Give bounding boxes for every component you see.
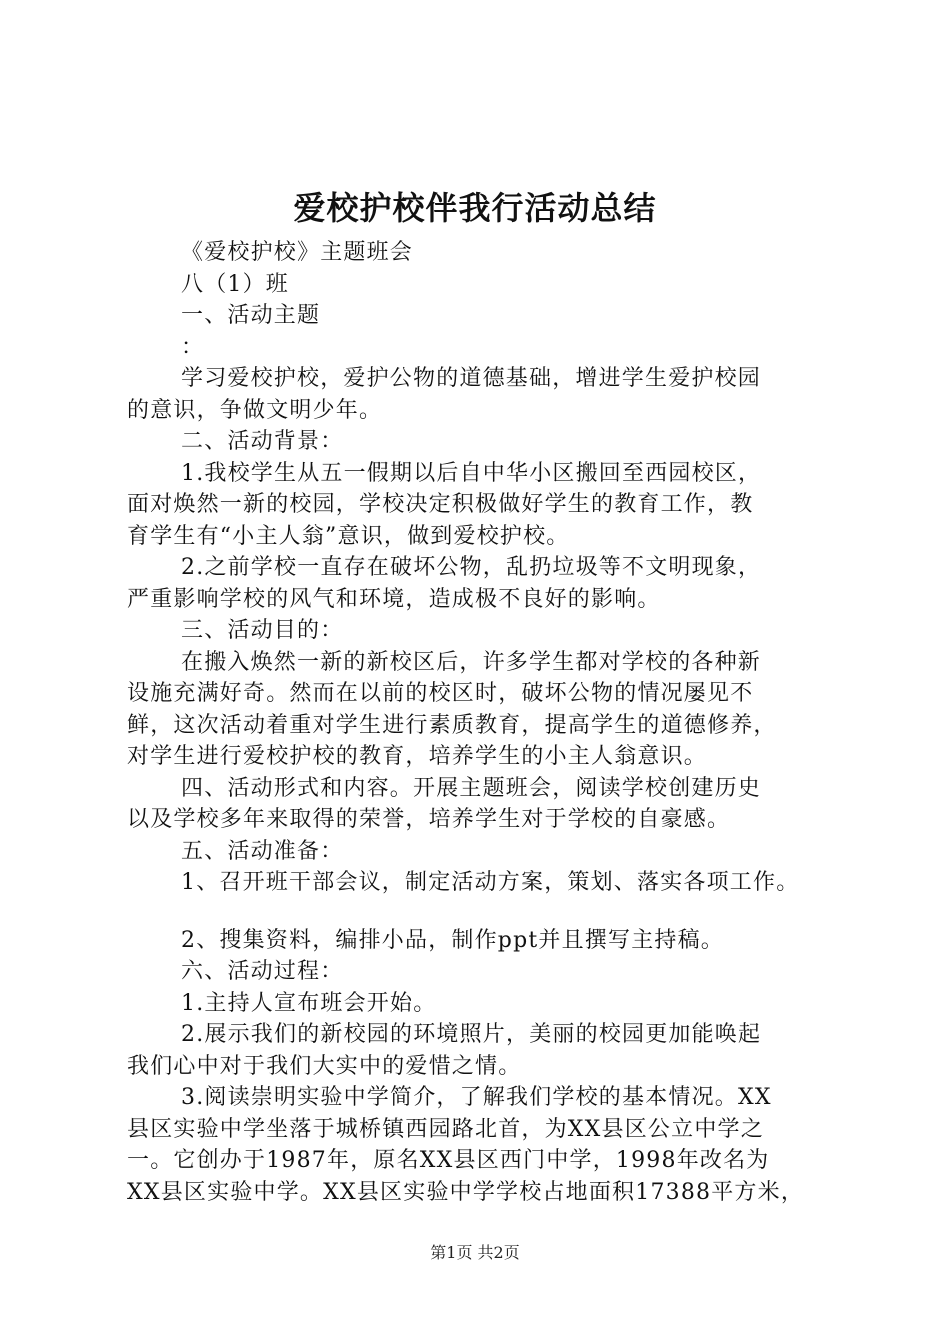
document-body xyxy=(127,237,847,1208)
text-line: 2、搜集资料，编排小品，制作ppt并且撰写主持稿。 xyxy=(181,927,725,953)
text-line: 鲜，这次活动着重对学生进行素质教育，提高学生的道德修养， xyxy=(127,712,777,738)
text-line: 八（1）班 xyxy=(181,271,289,297)
paragraph-gap xyxy=(127,899,847,925)
text-line: 五、活动准备： xyxy=(181,838,344,864)
text-line: 面对焕然一新的校园，学校决定积极做好学生的教育工作，教 xyxy=(127,492,754,517)
text-line: 在搬入焕然一新的新校区后，许多学生都对学校的各种新 xyxy=(181,649,762,675)
text-line: 六、活动过程： xyxy=(181,959,344,984)
text-line: 一。它创办于1987年，原名XX县区西门中学，1998年改名为 xyxy=(127,1148,770,1173)
page-footer: 第1页 共2页 xyxy=(430,1243,520,1262)
text-line: 四、活动形式和内容。开展主题班会，阅读学校创建历史 xyxy=(181,775,762,801)
text-line: 二、活动背景： xyxy=(181,429,344,454)
document-title: 爱校护校伴我行活动总结 xyxy=(293,189,657,227)
text-line: 3.阅读崇明实验中学简介，了解我们学校的基本情况。XX xyxy=(181,1085,772,1110)
text-line: XX县区实验中学。XX县区实验中学学校占地面积17388平方米， xyxy=(127,1179,805,1205)
text-line: 《爱校护校》主题班会 xyxy=(181,240,414,265)
text-line: 对学生进行爱校护校的教育，培养学生的小主人翁意识。 xyxy=(127,744,708,769)
text-line: 县区实验中学坐落于城桥镇西园路北首，为XX县区公立中学之 xyxy=(127,1116,764,1142)
text-line: 育学生有“小主人翁”意识，做到爱校护校。 xyxy=(127,523,570,549)
text-line: 1.主持人宣布班会开始。 xyxy=(181,990,437,1016)
text-line: 设施充满好奇。然而在以前的校区时，破坏公物的情况屡见不 xyxy=(127,681,754,706)
text-line: 2.展示我们的新校园的环境照片，美丽的校园更加能唤起 xyxy=(181,1022,762,1047)
text-line: 学习爱校护校，爱护公物的道德基础，增进学生爱护校园 xyxy=(181,366,762,391)
text-line: ： xyxy=(181,334,205,360)
text-line: 1、召开班干部会议，制定活动方案，策划、落实各项工作。 xyxy=(181,870,800,895)
text-line: 以及学校多年来取得的荣誉，培养学生对于学校的自豪感。 xyxy=(127,807,731,832)
text-line: 一、活动主题 xyxy=(181,303,321,328)
text-line: 三、活动目的： xyxy=(181,618,344,643)
text-line: 的意识，争做文明少年。 xyxy=(127,397,383,423)
text-line: 严重影响学校的风气和环境，造成极不良好的影响。 xyxy=(127,586,661,612)
text-line: 2.之前学校一直存在破坏公物，乱扔垃圾等不文明现象， xyxy=(181,555,762,580)
text-line: 1.我校学生从五一假期以后自中华小区搬回至西园校区， xyxy=(181,460,762,486)
text-line: 我们心中对于我们大实中的爱惜之情。 xyxy=(127,1053,522,1079)
